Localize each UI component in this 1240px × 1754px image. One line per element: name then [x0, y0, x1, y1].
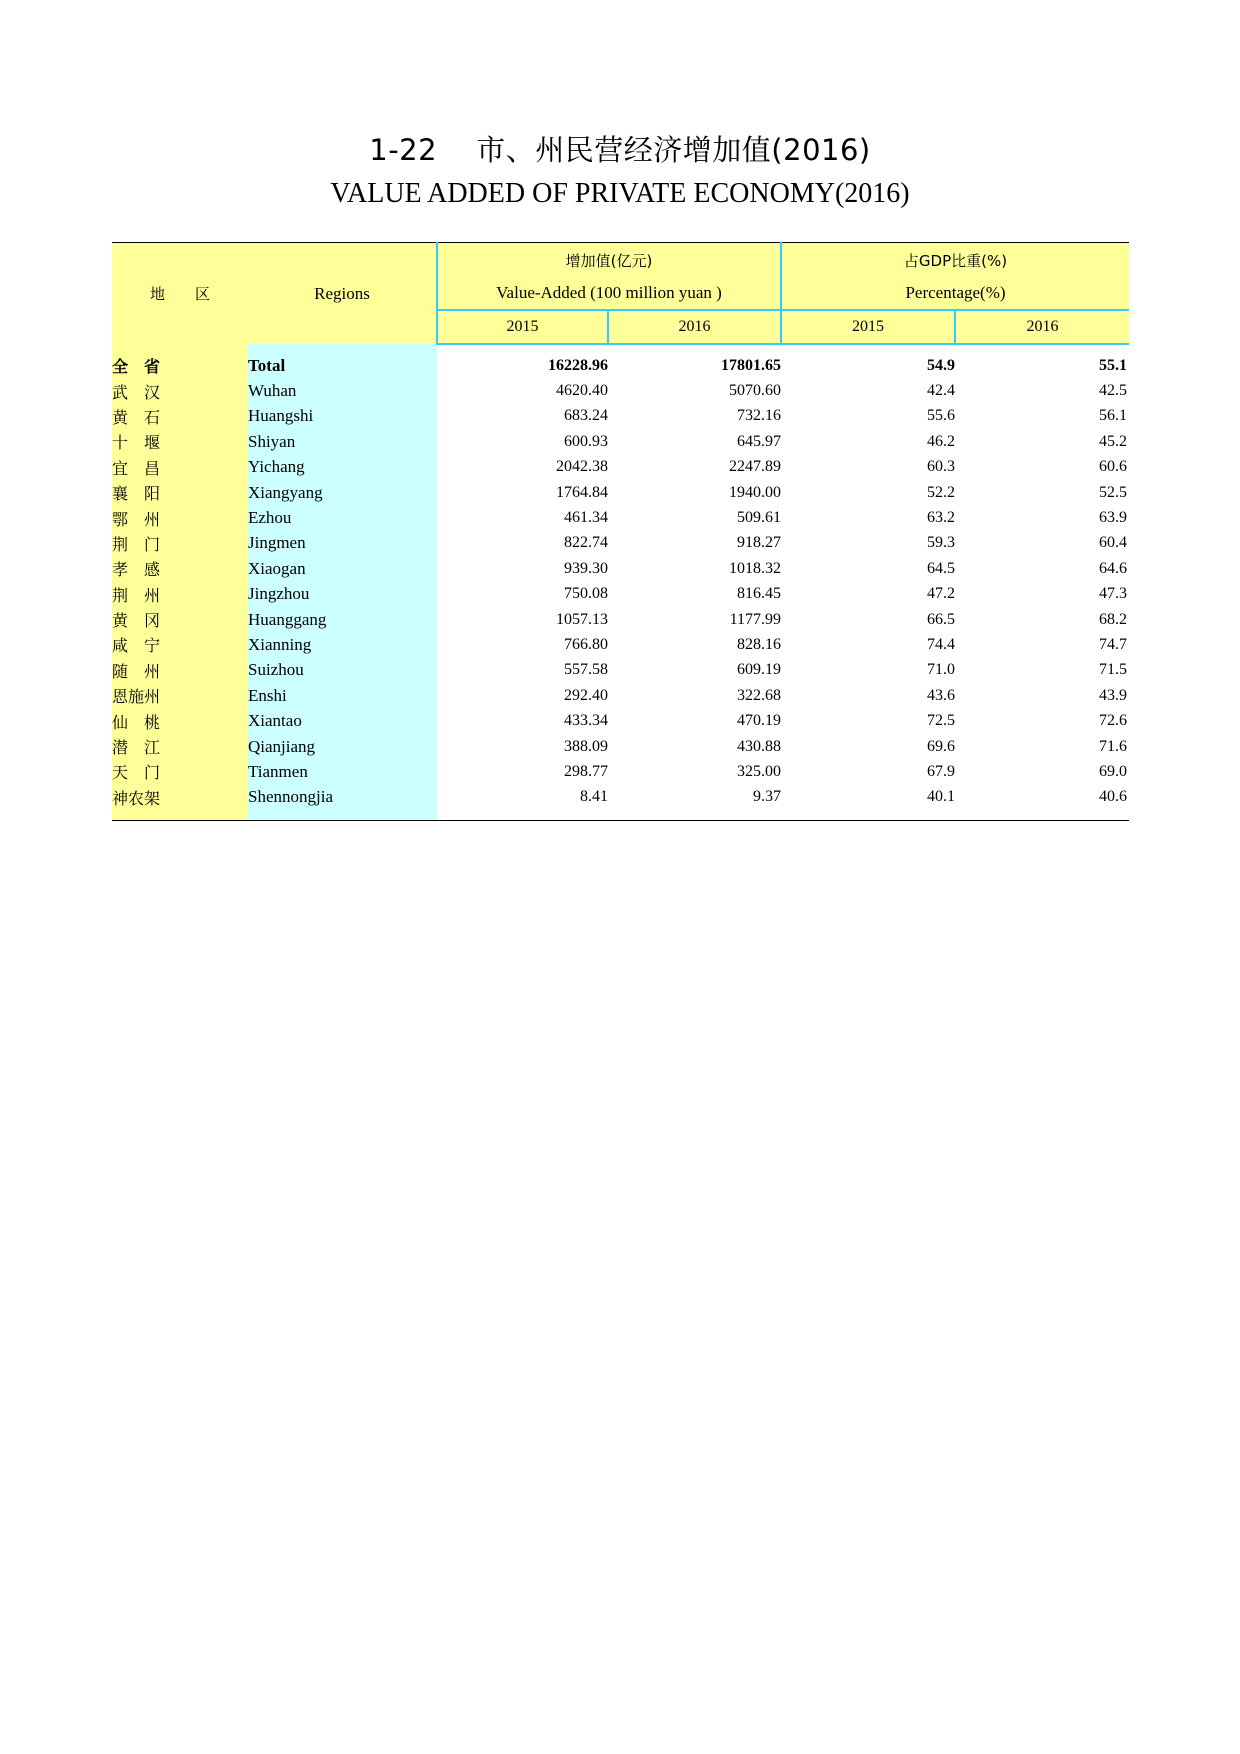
region-name-en: Enshi	[248, 683, 437, 708]
percentage-2015: 46.2	[927, 432, 955, 450]
percentage-2016: 60.6	[1099, 458, 1127, 476]
region-name-en: Xiaogan	[248, 556, 437, 581]
year-header: 2016	[955, 310, 1129, 344]
percentage-2016: 72.6	[1099, 712, 1127, 730]
table-row	[112, 429, 1129, 454]
value-added-2015: 939.30	[564, 559, 608, 577]
value-added-cn-header: 增加值(亿元)	[437, 243, 781, 278]
percentage-2015: 40.1	[927, 788, 955, 806]
region-name-en: Jingmen	[248, 531, 437, 556]
percentage-2015: 71.0	[927, 661, 955, 679]
table-row	[112, 632, 1129, 657]
region-name-en: Yichang	[248, 455, 437, 480]
region-name-en: Wuhan	[248, 378, 437, 403]
value-added-2016: 816.45	[737, 585, 781, 603]
percentage-cn-header: 占GDP比重(%)	[781, 243, 1129, 278]
value-added-2015: 292.40	[564, 686, 608, 704]
value-added-en-header: Value-Added (100 million yuan )	[437, 277, 781, 310]
percentage-2015: 74.4	[927, 635, 955, 653]
region-name-cn: 荆 州	[112, 582, 248, 607]
table-row	[112, 582, 1129, 607]
year-header: 2016	[608, 310, 781, 344]
value-added-2016: 509.61	[737, 509, 781, 527]
percentage-2016: 52.5	[1099, 483, 1127, 501]
value-added-2015: 600.93	[564, 432, 608, 450]
table-row	[112, 378, 1129, 403]
percentage-2015: 54.9	[927, 356, 955, 374]
page-title-cn: 1-22 市、州民营经济增加值(2016)	[369, 133, 871, 167]
table-row	[112, 455, 1129, 480]
value-added-2015: 298.77	[564, 762, 608, 780]
value-added-2016: 828.16	[737, 635, 781, 653]
region-name-en: Xiantao	[248, 708, 437, 733]
percentage-2015: 67.9	[927, 762, 955, 780]
percentage-2015: 59.3	[927, 534, 955, 552]
value-added-2016: 17801.65	[721, 356, 781, 374]
region-name-en: Shennongjia	[248, 785, 437, 810]
region-name-cn: 随 州	[112, 658, 248, 683]
value-added-2015: 388.09	[564, 737, 608, 755]
table-header	[112, 243, 1129, 345]
percentage-2016: 47.3	[1099, 585, 1127, 603]
year-header: 2015	[781, 310, 955, 344]
region-name-cn: 黄 冈	[112, 607, 248, 632]
percentage-2015: 47.2	[927, 585, 955, 603]
value-added-2015: 2042.38	[556, 458, 608, 476]
page-title-en: VALUE ADDED OF PRIVATE ECONOMY(2016)	[330, 178, 910, 209]
value-added-2015: 750.08	[564, 585, 608, 603]
value-added-2015: 822.74	[564, 534, 608, 552]
value-added-2016: 5070.60	[729, 382, 781, 400]
region-name-cn: 襄 阳	[112, 480, 248, 505]
table-row	[112, 658, 1129, 683]
percentage-2015: 60.3	[927, 458, 955, 476]
value-added-2016: 322.68	[737, 686, 781, 704]
table-row	[112, 404, 1129, 429]
table-row	[112, 480, 1129, 505]
year-header: 2015	[437, 310, 608, 344]
percentage-2015: 64.5	[927, 559, 955, 577]
region-name-cn: 咸 宁	[112, 632, 248, 657]
region-name-cn: 十 堰	[112, 429, 248, 454]
value-added-2015: 433.34	[564, 712, 608, 730]
region-name-en: Xiangyang	[248, 480, 437, 505]
percentage-2015: 69.6	[927, 737, 955, 755]
percentage-2016: 40.6	[1099, 788, 1127, 806]
table-row	[112, 556, 1129, 581]
percentage-2016: 55.1	[1099, 356, 1127, 374]
value-added-2015: 766.80	[564, 635, 608, 653]
percentage-2016: 68.2	[1099, 610, 1127, 628]
region-name-en: Ezhou	[248, 505, 437, 530]
region-name-en: Tianmen	[248, 759, 437, 784]
table-row	[112, 531, 1129, 556]
percentage-2016: 43.9	[1099, 686, 1127, 704]
percentage-2016: 69.0	[1099, 762, 1127, 780]
percentage-2016: 74.7	[1099, 635, 1127, 653]
value-added-2015: 8.41	[580, 788, 608, 806]
value-added-2016: 918.27	[737, 534, 781, 552]
percentage-2015: 55.6	[927, 407, 955, 425]
region-name-cn: 宜 昌	[112, 455, 248, 480]
region-name-en: Xianning	[248, 632, 437, 657]
table-row	[112, 708, 1129, 733]
value-added-2016: 732.16	[737, 407, 781, 425]
value-added-2015: 16228.96	[548, 356, 608, 374]
region-name-cn: 孝 感	[112, 556, 248, 581]
value-added-2016: 325.00	[737, 762, 781, 780]
percentage-2015: 66.5	[927, 610, 955, 628]
value-added-2016: 2247.89	[729, 458, 781, 476]
percentage-2015: 72.5	[927, 712, 955, 730]
percentage-2016: 63.9	[1099, 509, 1127, 527]
region-name-cn: 武 汉	[112, 378, 248, 403]
value-added-2016: 1018.32	[729, 559, 781, 577]
percentage-2016: 64.6	[1099, 559, 1127, 577]
value-added-2015: 461.34	[564, 509, 608, 527]
value-added-2016: 9.37	[753, 788, 781, 806]
table-row	[112, 505, 1129, 530]
value-added-2016: 1177.99	[729, 610, 781, 628]
table-row	[112, 785, 1129, 810]
region-name-en: Jingzhou	[248, 582, 437, 607]
percentage-2016: 45.2	[1099, 432, 1127, 450]
table-row	[112, 607, 1129, 632]
region-name-en: Shiyan	[248, 429, 437, 454]
percentage-2016: 60.4	[1099, 534, 1127, 552]
value-added-2015: 1057.13	[556, 610, 608, 628]
table-row	[112, 683, 1129, 708]
value-added-2016: 430.88	[737, 737, 781, 755]
value-added-2015: 683.24	[564, 407, 608, 425]
region-name-cn: 荆 门	[112, 531, 248, 556]
region-name-cn: 天 门	[112, 759, 248, 784]
region-name-en: Huanggang	[248, 607, 437, 632]
value-added-2015: 1764.84	[556, 483, 608, 501]
percentage-2015: 42.4	[927, 382, 955, 400]
percentage-2015: 63.2	[927, 509, 955, 527]
region-name-en: Total	[248, 353, 437, 378]
value-added-2016: 645.97	[737, 432, 781, 450]
percentage-en-header: Percentage(%)	[781, 277, 1129, 310]
region-name-cn: 全 省	[112, 353, 248, 378]
value-added-2016: 609.19	[737, 661, 781, 679]
region-name-en: Huangshi	[248, 404, 437, 429]
region-name-cn: 神农架	[112, 785, 248, 810]
percentage-2016: 56.1	[1099, 407, 1127, 425]
table-row	[112, 759, 1129, 784]
region-name-en: Qianjiang	[248, 734, 437, 759]
region-name-en: Suizhou	[248, 658, 437, 683]
region-name-cn: 鄂 州	[112, 505, 248, 530]
table-row	[112, 734, 1129, 759]
value-added-2015: 557.58	[564, 661, 608, 679]
percentage-2016: 71.5	[1099, 661, 1127, 679]
region-cn-header: 地 区	[112, 243, 248, 345]
table-row	[112, 353, 1129, 378]
percentage-2015: 43.6	[927, 686, 955, 704]
data-table	[112, 242, 1129, 821]
percentage-2016: 42.5	[1099, 382, 1127, 400]
percentage-2016: 71.6	[1099, 737, 1127, 755]
region-name-cn: 潜 江	[112, 734, 248, 759]
region-name-cn: 恩施州	[112, 683, 248, 708]
percentage-2015: 52.2	[927, 483, 955, 501]
region-name-cn: 黄 石	[112, 404, 248, 429]
table-body	[112, 344, 1129, 821]
region-name-cn: 仙 桃	[112, 708, 248, 733]
region-en-header: Regions	[248, 243, 437, 345]
value-added-2016: 470.19	[737, 712, 781, 730]
value-added-2016: 1940.00	[729, 483, 781, 501]
value-added-2015: 4620.40	[556, 382, 608, 400]
